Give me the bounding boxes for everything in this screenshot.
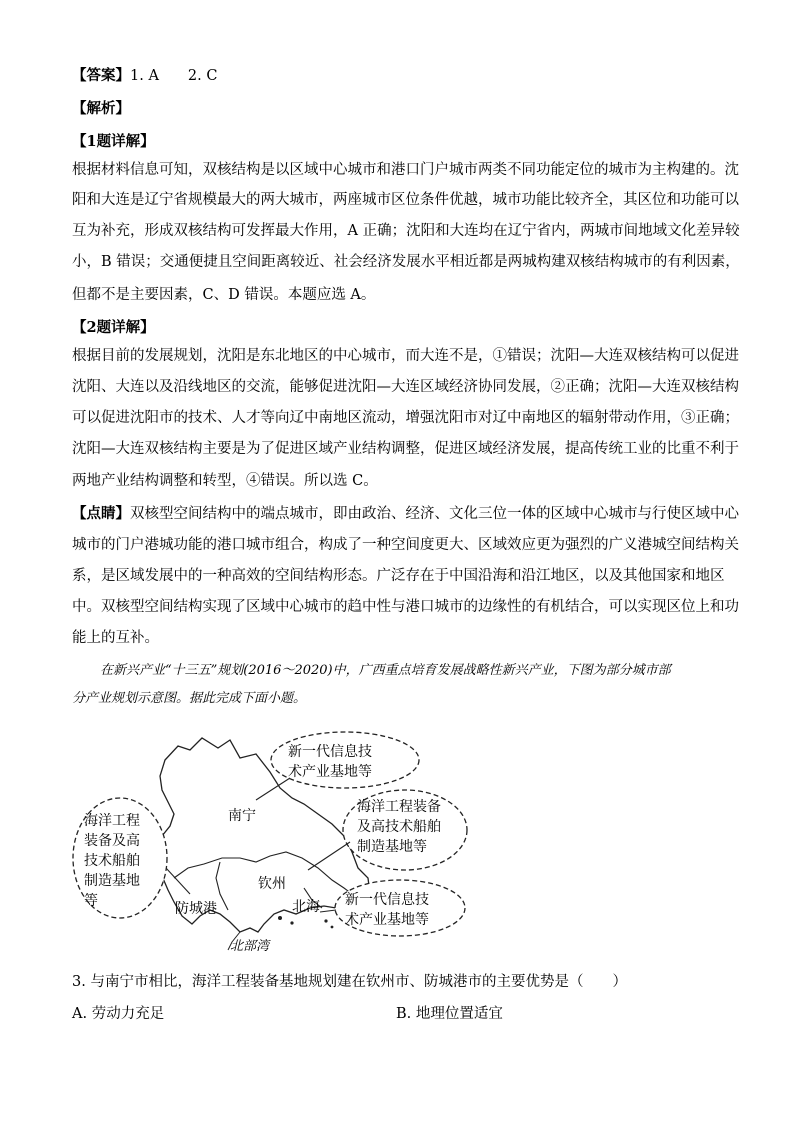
bubble-fcg-text: 海洋工程	[84, 813, 140, 829]
q1-line: 根据材料信息可知，双核结构是以区域中心城市和港口门户城市两类不同功能定位的城市为主构建的。沈	[72, 162, 739, 178]
bubble-fcg-text: 制造基地	[84, 873, 140, 889]
label-beihai: 北海	[292, 899, 320, 915]
bubble-beihai-text: 新一代信息技	[345, 892, 429, 908]
answer-line	[72, 66, 217, 86]
option-b[interactable]: B. 地理位置适宜	[396, 1006, 503, 1022]
tip-line: 系，是区域发展中的一种高效的空间结构形态。广泛存在于中国沿海和沿江地区，以及其他国家和地区	[72, 568, 725, 584]
q2-line: 沈阳、大连以及沿线地区的交流，能够促进沈阳—大连区域经济协同发展，②正确；沈阳—大连双核结构	[72, 379, 739, 395]
tip-line: 中。双核型空间结构实现了区域中心城市的趋中性与港口城市的边缘性的有机结合，可以实现区位上和功	[72, 599, 739, 615]
tip-line: 能上的互补。	[72, 630, 159, 646]
tip-first-line	[72, 504, 739, 524]
q2-heading: 【2题详解】	[72, 319, 155, 336]
bubble-nanning-text: 新一代信息技	[288, 744, 372, 760]
analysis-label: 【解析】	[72, 100, 130, 117]
bubble-qinzhou-text: 海洋工程装备	[357, 799, 441, 815]
q1-line: 小，B 错误；交通便捷且空间距离较近、社会经济发展水平相近都是两城构建双核结构城市的有利因素，	[72, 254, 740, 270]
q2-line: 沈阳—大连双核结构主要是为了促进区域产业结构调整，促进区域经济发展，提高传统工业的比重不利于	[72, 441, 739, 457]
label-qinzhou: 钦州	[258, 876, 286, 892]
q2-line: 根据目前的发展规划，沈阳是东北地区的中心城市，而大连不是，①错误；沈阳—大连双核结构可以促进	[72, 348, 739, 364]
answer-label: 【答案】	[72, 67, 130, 84]
island	[290, 921, 293, 924]
option-a[interactable]: A. 劳动力充足	[72, 1006, 165, 1022]
bubble-fcg-text: 等	[84, 893, 98, 909]
q2-line: 可以促进沈阳市的技术、人才等向辽中南地区流动，增强沈阳市对辽中南地区的辐射带动作用，③正确；	[72, 410, 739, 426]
q1-line: 阳和大连是辽宁省规模最大的两大城市，两座城市区位条件优越，城市功能比较齐全，其区位和功能可以	[72, 192, 739, 208]
question3-stem: 3. 与南宁市相比，海洋工程装备基地规划建在钦州市、防城港市的主要优势是（ ）	[72, 974, 627, 990]
island	[331, 926, 334, 929]
intro-line: 在新兴产业“十三五”规划(2016～2020)中，广西重点培育发展战略性新兴产业，下图为部分城市部	[100, 663, 671, 678]
q1-line: 但都不是主要因素，C、D 错误。本题应选 A。	[72, 287, 376, 303]
bubble-beihai-text: 术产业基地等	[345, 912, 429, 928]
bubble-qinzhou-text: 及高技术船舶	[357, 819, 441, 835]
island	[278, 916, 282, 920]
q2-line: 两地产业结构调整和转型，④错误。所以选 C。	[72, 473, 378, 489]
answer-text: 1. A 2. C	[130, 68, 218, 84]
label-gulf: 北部湾	[230, 939, 270, 954]
tip-label: 【点睛】	[72, 505, 130, 522]
q1-heading: 【1题详解】	[72, 133, 155, 150]
label-fangchenggang: 防城港	[175, 901, 217, 917]
bubble-nanning-text: 术产业基地等	[288, 764, 372, 780]
bubble-qinzhou-text: 制造基地等	[357, 839, 427, 855]
tip-line: 城市的门户港城功能的港口城市组合，构成了一种空间度更大、区域效应更为强烈的广义港城空间结构关	[72, 537, 739, 553]
guangxi-map	[70, 718, 470, 958]
bubble-fcg-text: 技术船舶	[84, 853, 140, 869]
q1-line: 互为补充，形成双核结构可发挥最大作用，A 正确；沈阳和大连均在辽宁省内，两城市间地域文化差异较	[72, 223, 740, 239]
tip-first-text: 双核型空间结构中的端点城市，即由政治、经济、文化三位一体的区域中心城市与行使区域中心	[130, 506, 739, 522]
bubble-fcg-text: 装备及高	[84, 833, 140, 849]
island	[324, 919, 327, 922]
label-nanning: 南宁	[228, 808, 256, 824]
intro-line: 分产业规划示意图。据此完成下面小题。	[72, 691, 307, 706]
